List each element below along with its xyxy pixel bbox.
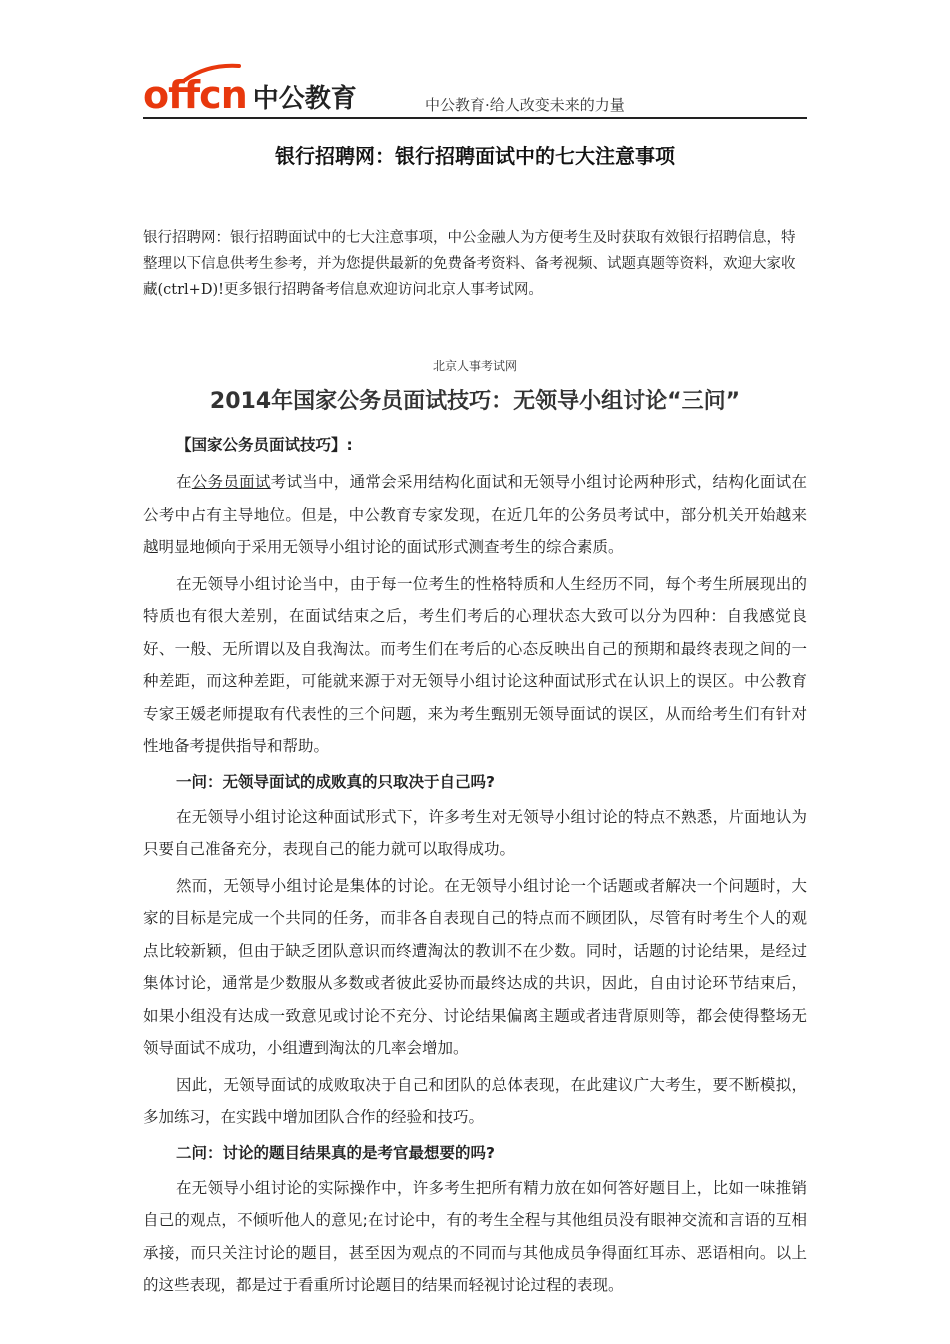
document-title: 银行招聘网：银行招聘面试中的七大注意事项 <box>275 144 675 168</box>
intro-paragraph: 银行招聘网：银行招聘面试中的七大注意事项，中公金融人为方便考生及时获取有效银行招聘信息，特整理以下信息供考生参考，并为您提供最新的免费备考资料、备考视频、试题真题等资料，欢迎大家收藏(ctrl+D)!更多银行招聘备考信息欢迎访问北京人事考试网。 <box>143 230 796 298</box>
page-header <box>143 62 807 118</box>
paragraph-6: 在无领导小组讨论的实际操作中，许多考生把所有精力放在如何答好题目上，比如一味推销自己的观点，不倾听他人的意见;在讨论中，有的考生全程与其他组员没有眼神交流和言语的互相承接，而只关注讨论的题目，甚至因为观点的不同而与其他成员争得面红耳赤、恶语相向。以上的这些表现，都是过于看重所讨论题目的结果而轻视讨论过程的表现。 <box>143 1178 807 1294</box>
paragraph-1-start: 在 <box>176 473 192 491</box>
paragraph-5: 因此，无领导面试的成败取决于自己和团队的总体表现，在此建议广大考生，要不断模拟，多加练习，在实践中增加团队合作的经验和技巧。 <box>143 1075 807 1126</box>
question-2-heading: 二问：讨论的题目结果真的是考官最想要的吗? <box>176 1143 495 1162</box>
article-title: 2014年国家公务员面试技巧：无领导小组讨论“三问” <box>209 389 741 414</box>
paragraph-3: 在无领导小组讨论这种面试形式下，许多考生对无领导小组讨论的特点不熟悉，片面地认为只要自己准备充分，表现自己的能力就可以取得成功。 <box>143 807 807 858</box>
logo-chinese-name: 中公教育 <box>252 84 357 114</box>
paragraph-4: 然而，无领导小组讨论是集体的讨论。在无领导小组讨论一个话题或者解决一个问题时，大家的目标是完成一个共同的任务，而非各自表现自己的特点而不顾团队，尽管有时考生个人的观点比较新颖，但由于缺乏团队意识而终遭淘汰的教训不在少数。同时，话题的讨论结果，是经过集体讨论，通常是少数服从多数或者彼此妥协而最终达成的共识，因此，自由讨论环节结束后，如果小组没有达成一致意见或讨论不充分、讨论结果偏离主题或者违背原则等，都会使得整场无领导面试不成功，小组遭到淘汰的几率会增加。 <box>143 876 807 1057</box>
header-divider <box>143 117 807 119</box>
article-body <box>143 432 807 1306</box>
paragraph-1-rest: 考试当中，通常会采用结构化面试和无领导小组讨论两种形式，结构化面试在公考中占有主导地位。但是，中公教育专家发现，在近几年的公务员考试中，部分机关开始越来越明显地倾向于采用无领导小组讨论的面试形式测查考生的综合素质。 <box>143 473 807 556</box>
logo-mark: offcn <box>143 73 247 117</box>
header-slogan: 中公教育·给人改变未来的力量 <box>425 96 625 114</box>
paragraph-1 <box>143 466 807 564</box>
logo-swoosh-icon <box>183 62 241 82</box>
paragraph-2: 在无领导小组讨论当中，由于每一位考生的性格特质和人生经历不同，每个考生所展现出的特质也有很大差别，在面试结束之后，考生们考后的心理状态大致可以分为四种：自我感觉良好、一般、无所谓以及自我淘汰。而考生们在考后的心态反映出自己的预期和最终表现之间的一种差距，而这种差距，可能就来源于对无领导小组讨论这种面试形式在认识上的误区。中公教育专家王媛老师提取有代表性的三个问题，来为考生甄别无领导面试的误区，从而给考生们有针对性地备考提供指导和帮助。 <box>143 574 807 755</box>
section-label: 【国家公务员面试技巧】: <box>176 436 353 454</box>
civil-service-interview-link[interactable]: 公务员面试 <box>191 473 271 491</box>
question-1-heading: 一问：无领导面试的成败真的只取决于自己吗? <box>176 772 495 791</box>
offcn-logo <box>143 62 357 117</box>
source-label: 北京人事考试网 <box>432 359 517 373</box>
